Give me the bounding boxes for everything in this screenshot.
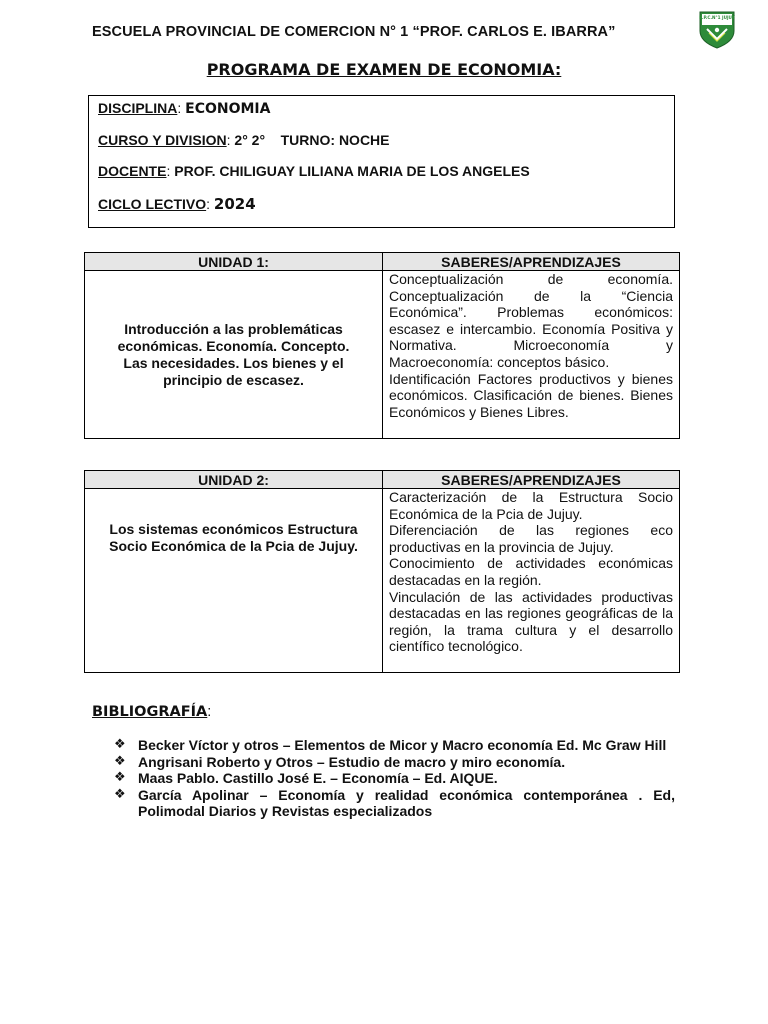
- unit-2-header: UNIDAD 2:: [85, 471, 383, 489]
- disciplina-row: DISCIPLINA: ECONOMIA: [98, 100, 271, 117]
- unit-1-contents: [383, 271, 680, 439]
- bibliography-item: ❖ Becker Víctor y otros – Elementos de Micor y Macro economía Ed. Mc Graw Hill: [114, 737, 667, 753]
- docente-row: DOCENTE: PROF. CHILIGUAY LILIANA MARIA DE LOS ANGELES: [98, 163, 530, 179]
- docente-value: PROF. CHILIGUAY LILIANA MARIA DE LOS ANGELES: [174, 163, 530, 179]
- curso-label: CURSO Y DIVISION: [98, 132, 227, 148]
- unit-1-header: UNIDAD 1:: [85, 253, 383, 271]
- logo-lettering: E.P.C.N°1 JUJUY: [699, 15, 735, 20]
- diamond-bullet-icon: ❖: [114, 737, 126, 752]
- ciclo-label: CICLO LECTIVO: [98, 196, 207, 212]
- unit-1-saberes-header: SABERES/APRENDIZAJES: [383, 253, 680, 271]
- unit-2-topic: Los sistemas económicos Estructura Socio Económica de la Pcia de Jujuy.: [85, 489, 383, 673]
- unit-2-content-item: Diferenciación de las regiones eco productivas en la provincia de Jujuy.: [389, 522, 673, 555]
- diamond-bullet-icon: ❖: [114, 753, 126, 769]
- unit-1-table: [84, 252, 680, 439]
- school-logo: [697, 9, 737, 49]
- disciplina-value: ECONOMIA: [185, 101, 271, 117]
- disciplina-label: DISCIPLINA: [98, 100, 178, 116]
- unit-2-content-item: Vinculación de las actividades productivas destacadas en las regiones geográficas de la región, la trama cultura y el desarrollo científico tecnológico.: [389, 588, 673, 655]
- course-info-box: [88, 95, 675, 228]
- bibliography-title-text: BIBLIOGRAFÍA: [92, 704, 208, 720]
- document-title: PROGRAMA DE EXAMEN DE ECONOMIA:: [206, 60, 562, 79]
- unit-1-content-item: Conceptualización de economía. Conceptualización de la “Ciencia Económica”. Problemas económicos: escasez e intercambio. Economía Positiva y Normativa. Microeconomía y Macroeconomía: conceptos básico.: [389, 271, 673, 370]
- curso-value: 2° 2° TURNO: NOCHE: [234, 132, 390, 148]
- unit-2-content-item: Conocimiento de actividades económicas destacadas en la región.: [389, 555, 673, 588]
- diamond-bullet-icon: ❖: [114, 770, 126, 785]
- school-name: ESCUELA PROVINCIAL DE COMERCION N° 1 “PROF. CARLOS E. IBARRA”: [92, 24, 616, 40]
- unit-2-table: [84, 470, 680, 673]
- unit-2-contents: [383, 489, 680, 673]
- unit-1-content-item: Identificación Factores productivos y bienes económicos. Clasificación de bienes. Bienes Económicos y Bienes Libres.: [389, 370, 673, 420]
- docente-label: DOCENTE: [98, 163, 167, 179]
- bibliography-list: [114, 737, 675, 820]
- bibliography-item: ❖ Maas Pablo. Castillo José E. – Economía – Ed. AIQUE.: [114, 770, 498, 786]
- ciclo-row: CICLO LECTIVO: 2024: [98, 195, 256, 213]
- unit-1-topic: Introducción a las problemáticas económicas. Economía. Concepto. Las necesidades. Los bienes y el principio de escasez.: [85, 271, 383, 439]
- bibliography-item: ❖ Angrisani Roberto y Otros – Estudio de macro y miro economía.: [114, 753, 566, 770]
- bibliography-title: BIBLIOGRAFÍA:: [92, 704, 212, 720]
- unit-2-content-item: Caracterización de la Estructura Socio Económica de la Pcia de Jujuy.: [389, 489, 673, 522]
- unit-2-saberes-header: SABERES/APRENDIZAJES: [383, 471, 680, 489]
- bibliography-item: ❖ García Apolinar – Economía y realidad económica contemporánea . Ed, Polimodal Diarios y Revistas especializados: [114, 786, 675, 819]
- diamond-bullet-icon: ❖: [114, 786, 126, 802]
- ciclo-value: 2024: [213, 195, 256, 213]
- curso-row: CURSO Y DIVISION: 2° 2° TURNO: NOCHE: [98, 132, 390, 148]
